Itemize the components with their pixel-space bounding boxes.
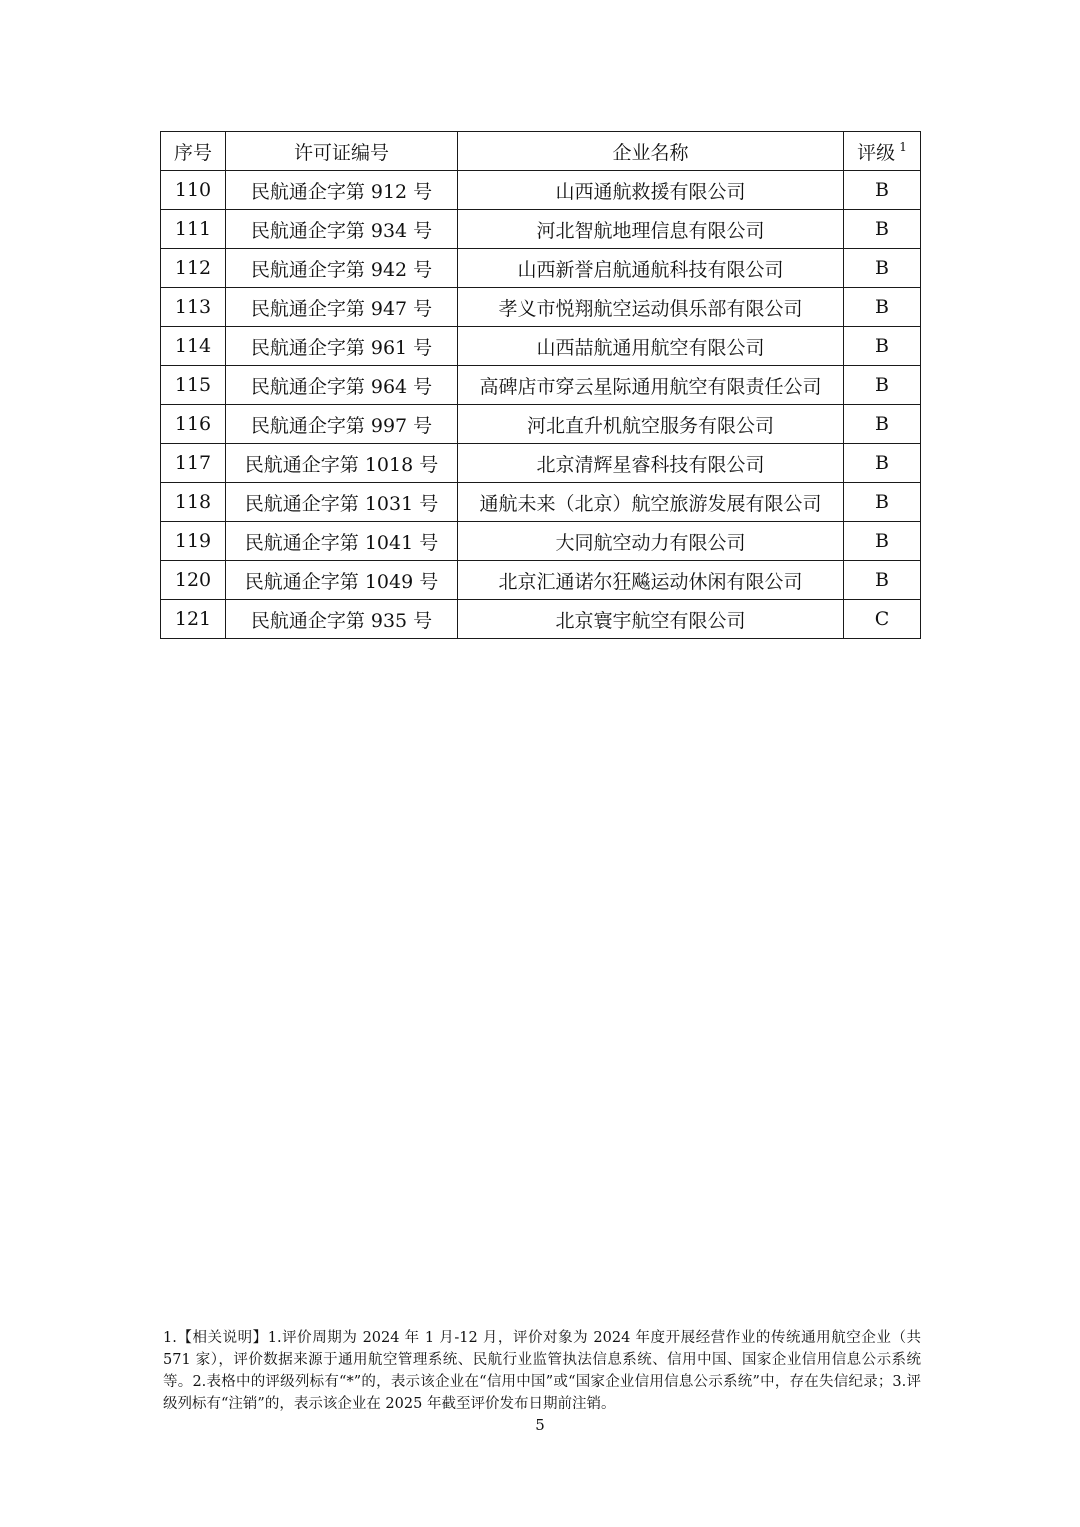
cell-company: 山西喆航通用航空有限公司 [458,327,844,366]
cell-license: 民航通企字第 1018 号 [226,444,458,483]
table-row [161,483,921,522]
cell-seq: 121 [161,600,226,639]
page-number: 5 [535,1416,545,1434]
cell-company: 河北智航地理信息有限公司 [458,210,844,249]
cell-rating: B [844,483,921,522]
cell-license: 民航通企字第 912 号 [226,171,458,210]
cell-company: 北京清辉星睿科技有限公司 [458,444,844,483]
cell-rating: B [844,249,921,288]
cell-company: 大同航空动力有限公司 [458,522,844,561]
cell-rating: B [844,327,921,366]
cell-company: 河北直升机航空服务有限公司 [458,405,844,444]
cell-seq: 119 [161,522,226,561]
cell-rating: C [844,600,921,639]
cell-rating: B [844,210,921,249]
table-row [161,405,921,444]
cell-company: 山西通航救援有限公司 [458,171,844,210]
table-row [161,327,921,366]
cell-company: 孝义市悦翔航空运动俱乐部有限公司 [458,288,844,327]
table-row [161,171,921,210]
table-header-row [161,132,921,171]
cell-license: 民航通企字第 997 号 [226,405,458,444]
cell-license: 民航通企字第 1031 号 [226,483,458,522]
cell-license: 民航通企字第 942 号 [226,249,458,288]
cell-seq: 116 [161,405,226,444]
cell-rating: B [844,366,921,405]
cell-license: 民航通企字第 935 号 [226,600,458,639]
cell-seq: 120 [161,561,226,600]
cell-seq: 110 [161,171,226,210]
cell-company: 北京寰宇航空有限公司 [458,600,844,639]
rating-table [160,131,921,639]
cell-rating: B [844,444,921,483]
table-row [161,522,921,561]
cell-company: 山西新誉启航通航科技有限公司 [458,249,844,288]
footnote: 1.【相关说明】1.评价周期为 2024 年 1 月-12 月，评价对象为 2024 年度开展经营作业的传统通用航空企业（共 571 家），评价数据来源于通用航空管理系统、民航行业监管执法信息系统、信用中国、国家企业信用信息公示系统等。2.表格中的评级列标有“*”的，表示该企业在“信用中国”或“国家企业信用信息公示系统”中，存在失信纪录；3.评级列标有“注销”的，表示该企业在 2025 年截至评价发布日期前注销。 [163,1330,921,1412]
cell-seq: 114 [161,327,226,366]
cell-license: 民航通企字第 934 号 [226,210,458,249]
cell-rating: B [844,522,921,561]
cell-seq: 118 [161,483,226,522]
header-rating [844,132,921,171]
cell-license: 民航通企字第 1041 号 [226,522,458,561]
footnote-ref: 1 [899,140,907,155]
header-seq: 序号 [161,132,226,171]
table-row [161,366,921,405]
header-company: 企业名称 [458,132,844,171]
cell-seq: 117 [161,444,226,483]
cell-seq: 115 [161,366,226,405]
cell-license: 民航通企字第 1049 号 [226,561,458,600]
table-row [161,249,921,288]
cell-license: 民航通企字第 964 号 [226,366,458,405]
cell-rating: B [844,171,921,210]
cell-seq: 113 [161,288,226,327]
table-row [161,561,921,600]
header-rating-label: 评级 [857,141,896,164]
table-row [161,210,921,249]
table-row [161,288,921,327]
cell-rating: B [844,288,921,327]
table-row [161,444,921,483]
table-row [161,600,921,639]
cell-company: 通航未来（北京）航空旅游发展有限公司 [458,483,844,522]
cell-rating: B [844,561,921,600]
cell-license: 民航通企字第 947 号 [226,288,458,327]
cell-company: 北京汇通诺尔狂飚运动休闲有限公司 [458,561,844,600]
header-license: 许可证编号 [226,132,458,171]
cell-rating: B [844,405,921,444]
cell-company: 高碑店市穿云星际通用航空有限责任公司 [458,366,844,405]
cell-seq: 111 [161,210,226,249]
cell-license: 民航通企字第 961 号 [226,327,458,366]
cell-seq: 112 [161,249,226,288]
